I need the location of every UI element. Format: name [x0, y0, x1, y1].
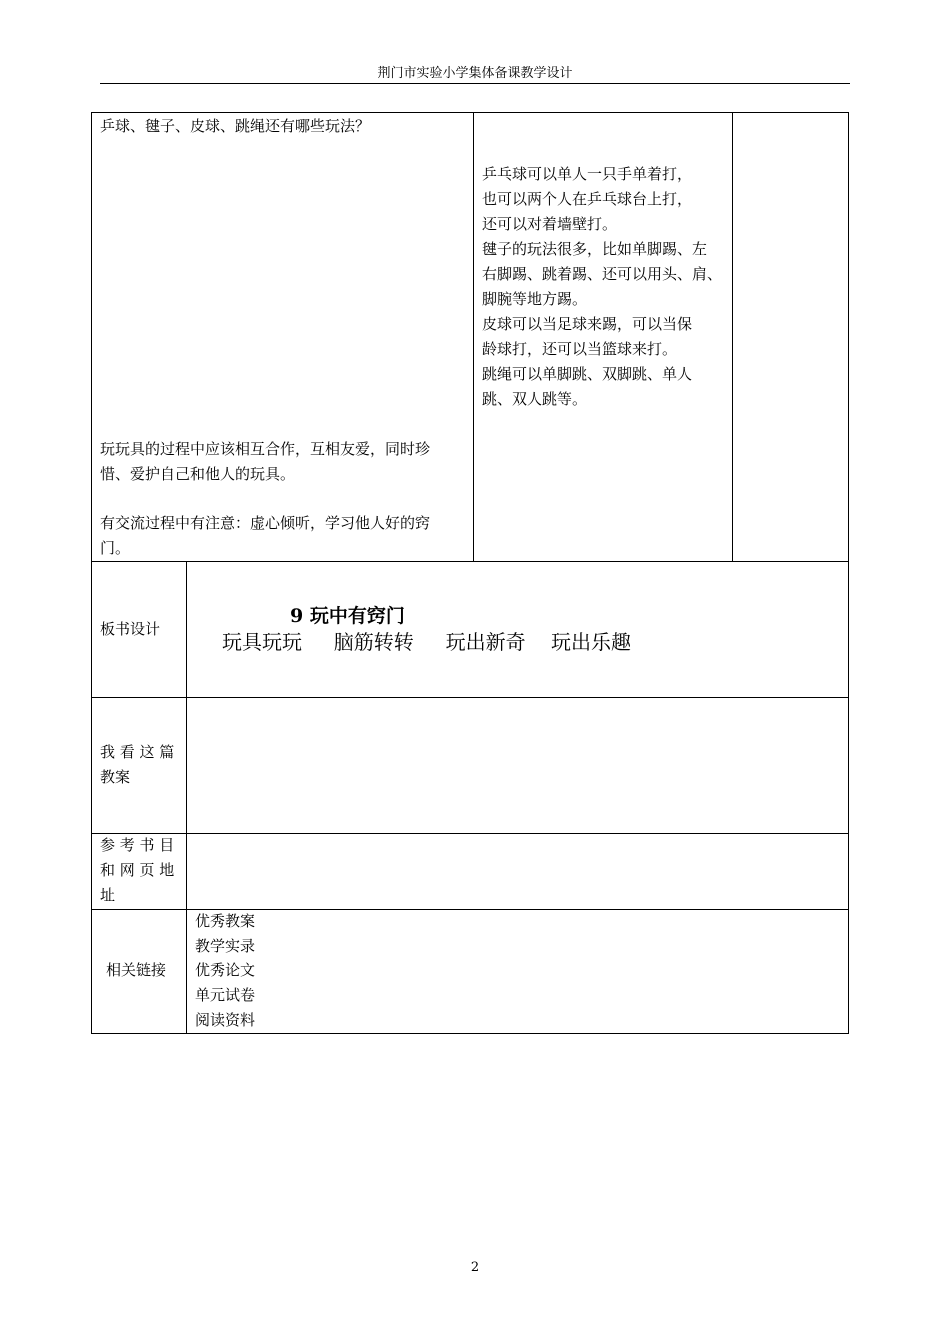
related-link-reading-materials[interactable]: 阅读资料	[195, 1011, 256, 1029]
my-view-label-line-1: 我 看 这 篇	[100, 743, 175, 761]
answer-line: 也可以两个人在乒乓球台上打，	[482, 190, 693, 208]
answer-line: 跳、双人跳等。	[482, 390, 588, 408]
references-label-line-3: 址	[100, 886, 116, 904]
lesson-title: 9 玩中有窍门	[290, 605, 405, 627]
answer-line: 乒乓球可以单人一只手单着打，	[482, 165, 693, 183]
answer-line: 右脚踢、跳着踢、还可以用头、肩、	[482, 265, 723, 283]
references-label-line-1: 参 考 书 目	[100, 836, 175, 854]
related-link-excellent-papers[interactable]: 优秀论文	[195, 961, 256, 979]
top-left-cell	[91, 112, 474, 562]
related-links-content-cell	[186, 909, 849, 1034]
answer-line: 还可以对着墙壁打。	[482, 215, 618, 233]
listening-note-line-1: 有交流过程中有注意：虚心倾听，学习他人好的窍	[100, 514, 431, 532]
answer-line: 龄球打，还可以当篮球来打。	[482, 340, 678, 358]
cooperation-note-line-2: 惜、爱护自己和他人的玩具。	[100, 465, 296, 483]
related-link-teaching-record[interactable]: 教学实录	[195, 937, 256, 955]
board-design-label: 板书设计	[100, 620, 161, 638]
answer-line: 跳绳可以单脚跳、双脚跳、单人	[482, 365, 693, 383]
page-number: 2	[470, 1260, 480, 1275]
related-link-unit-test[interactable]: 单元试卷	[195, 986, 256, 1004]
header-rule	[100, 83, 850, 84]
references-label-line-2: 和 网 页 地	[100, 861, 175, 879]
document-header-title: 荆门市实验小学集体备课教学设计	[377, 66, 573, 81]
related-links-label: 相关链接	[106, 961, 167, 979]
related-link-excellent-plans[interactable]: 优秀教案	[195, 912, 256, 930]
board-keywords: 玩具玩玩 脑筋转转 玩出新奇 玩出乐趣	[222, 630, 632, 654]
top-right-cell	[732, 112, 849, 562]
my-view-content-cell	[186, 697, 849, 834]
answer-line: 毽子的玩法很多，比如单脚踢、左	[482, 240, 708, 258]
references-content-cell	[186, 833, 849, 910]
activity-question: 乒球、毽子、皮球、跳绳还有哪些玩法？	[100, 117, 371, 135]
cooperation-note-line-1: 玩玩具的过程中应该相互合作，互相友爱，同时珍	[100, 440, 431, 458]
my-view-label-line-2: 教案	[100, 768, 131, 786]
listening-note-line-2: 门。	[100, 539, 131, 557]
answer-line: 皮球可以当足球来踢，可以当保	[482, 315, 693, 333]
answer-line: 脚腕等地方踢。	[482, 290, 588, 308]
